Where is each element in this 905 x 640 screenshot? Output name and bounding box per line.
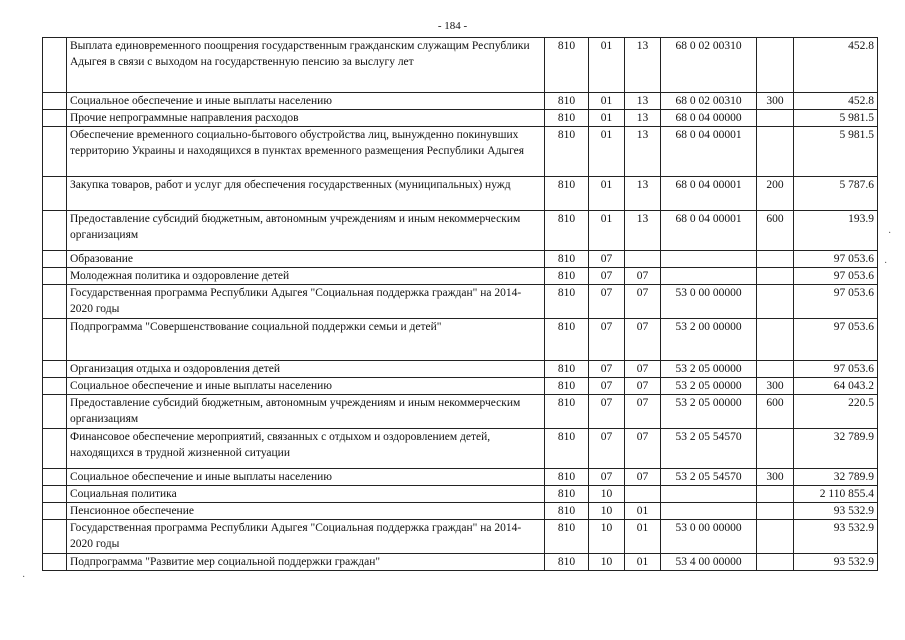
row-name-cell: Закупка товаров, работ и услуг для обеспечения государственных (муниципальных) нужд xyxy=(67,177,545,211)
table-row xyxy=(43,319,878,361)
expense-type-cell: 300 xyxy=(757,378,794,395)
target-code-cell: 68 0 04 00001 xyxy=(661,177,757,211)
expense-type-cell xyxy=(757,127,794,177)
target-code-cell: 53 2 05 54570 xyxy=(661,429,757,469)
target-code-cell: 53 2 00 00000 xyxy=(661,319,757,361)
expense-type-cell xyxy=(757,520,794,554)
table-row xyxy=(43,395,878,429)
row-name-cell: Подпрограмма "Совершенствование социальной поддержки семьи и детей" xyxy=(67,319,545,361)
amount-cell: 97 053.6 xyxy=(794,285,878,319)
section-code-cell: 07 xyxy=(589,285,625,319)
subsection-code-cell: 01 xyxy=(625,520,661,554)
section-code-cell: 01 xyxy=(589,110,625,127)
row-name-cell: Социальная политика xyxy=(67,486,545,503)
target-code-cell: 53 2 05 00000 xyxy=(661,395,757,429)
expense-type-cell xyxy=(757,38,794,93)
row-name-cell: Подпрограмма "Развитие мер социальной поддержки граждан" xyxy=(67,554,545,571)
amount-cell: 93 532.9 xyxy=(794,554,878,571)
section-code-cell: 07 xyxy=(589,429,625,469)
section-code-cell: 01 xyxy=(589,38,625,93)
section-code-cell: 07 xyxy=(589,378,625,395)
subsection-code-cell: 13 xyxy=(625,211,661,251)
subsection-code-cell: 13 xyxy=(625,110,661,127)
expense-type-cell xyxy=(757,268,794,285)
ministry-code-cell: 810 xyxy=(545,469,589,486)
blank-cell xyxy=(43,395,67,429)
expense-type-cell xyxy=(757,251,794,268)
ministry-code-cell: 810 xyxy=(545,93,589,110)
subsection-code-cell: 13 xyxy=(625,177,661,211)
table-row xyxy=(43,285,878,319)
blank-cell xyxy=(43,486,67,503)
ministry-code-cell: 810 xyxy=(545,503,589,520)
ministry-code-cell: 810 xyxy=(545,429,589,469)
amount-cell: 97 053.6 xyxy=(794,268,878,285)
table-row xyxy=(43,554,878,571)
table-row xyxy=(43,469,878,486)
section-code-cell: 07 xyxy=(589,469,625,486)
row-name-cell: Пенсионное обеспечение xyxy=(67,503,545,520)
section-code-cell: 10 xyxy=(589,486,625,503)
table-row xyxy=(43,110,878,127)
amount-cell: 193.9 xyxy=(794,211,878,251)
blank-cell xyxy=(43,520,67,554)
blank-cell xyxy=(43,211,67,251)
subsection-code-cell: 13 xyxy=(625,93,661,110)
expense-type-cell: 600 xyxy=(757,395,794,429)
subsection-code-cell xyxy=(625,486,661,503)
target-code-cell: 68 0 02 00310 xyxy=(661,93,757,110)
amount-cell: 97 053.6 xyxy=(794,319,878,361)
target-code-cell xyxy=(661,486,757,503)
subsection-code-cell: 07 xyxy=(625,285,661,319)
target-code-cell: 53 2 05 54570 xyxy=(661,469,757,486)
row-name-cell: Социальное обеспечение и иные выплаты населению xyxy=(67,93,545,110)
table-row xyxy=(43,268,878,285)
subsection-code-cell: 07 xyxy=(625,268,661,285)
section-code-cell: 07 xyxy=(589,251,625,268)
expense-type-cell: 300 xyxy=(757,469,794,486)
amount-cell: 93 532.9 xyxy=(794,520,878,554)
expense-type-cell xyxy=(757,285,794,319)
section-code-cell: 10 xyxy=(589,520,625,554)
row-name-cell: Молодежная политика и оздоровление детей xyxy=(67,268,545,285)
subsection-code-cell: 01 xyxy=(625,554,661,571)
amount-cell: 32 789.9 xyxy=(794,469,878,486)
section-code-cell: 01 xyxy=(589,211,625,251)
blank-cell xyxy=(43,429,67,469)
row-name-cell: Социальное обеспечение и иные выплаты населению xyxy=(67,469,545,486)
target-code-cell: 53 2 05 00000 xyxy=(661,378,757,395)
amount-cell: 32 789.9 xyxy=(794,429,878,469)
subsection-code-cell: 01 xyxy=(625,503,661,520)
amount-cell: 97 053.6 xyxy=(794,361,878,378)
expense-type-cell xyxy=(757,319,794,361)
ministry-code-cell: 810 xyxy=(545,361,589,378)
ministry-code-cell: 810 xyxy=(545,285,589,319)
ministry-code-cell: 810 xyxy=(545,268,589,285)
section-code-cell: 01 xyxy=(589,93,625,110)
row-name-cell: Организация отдыха и оздоровления детей xyxy=(67,361,545,378)
target-code-cell: 53 2 05 00000 xyxy=(661,361,757,378)
margin-mark: · xyxy=(884,258,888,269)
row-name-cell: Образование xyxy=(67,251,545,268)
ministry-code-cell: 810 xyxy=(545,378,589,395)
section-code-cell: 07 xyxy=(589,395,625,429)
target-code-cell xyxy=(661,251,757,268)
expense-type-cell: 600 xyxy=(757,211,794,251)
row-name-cell: Государственная программа Республики Адыгея "Социальная поддержка граждан" на 2014-2020 годы xyxy=(67,285,545,319)
blank-cell xyxy=(43,38,67,93)
ministry-code-cell: 810 xyxy=(545,395,589,429)
table-row xyxy=(43,93,878,110)
section-code-cell: 01 xyxy=(589,127,625,177)
budget-table xyxy=(42,37,878,571)
table-row xyxy=(43,177,878,211)
section-code-cell: 10 xyxy=(589,503,625,520)
ministry-code-cell: 810 xyxy=(545,251,589,268)
blank-cell xyxy=(43,469,67,486)
section-code-cell: 07 xyxy=(589,361,625,378)
amount-cell: 5 981.5 xyxy=(794,110,878,127)
ministry-code-cell: 810 xyxy=(545,110,589,127)
blank-cell xyxy=(43,285,67,319)
subsection-code-cell: 07 xyxy=(625,395,661,429)
expense-type-cell: 200 xyxy=(757,177,794,211)
blank-cell xyxy=(43,93,67,110)
subsection-code-cell: 07 xyxy=(625,378,661,395)
table-row xyxy=(43,127,878,177)
table-row xyxy=(43,361,878,378)
section-code-cell: 01 xyxy=(589,177,625,211)
expense-type-cell xyxy=(757,361,794,378)
amount-cell: 5 981.5 xyxy=(794,127,878,177)
section-code-cell: 07 xyxy=(589,268,625,285)
table-row xyxy=(43,503,878,520)
row-name-cell: Финансовое обеспечение мероприятий, связанных с отдыхом и оздоровлением детей, находящихся в трудной жизненной ситуации xyxy=(67,429,545,469)
blank-cell xyxy=(43,251,67,268)
amount-cell: 97 053.6 xyxy=(794,251,878,268)
ministry-code-cell: 810 xyxy=(545,554,589,571)
amount-cell: 452.8 xyxy=(794,93,878,110)
blank-cell xyxy=(43,378,67,395)
row-name-cell: Прочие непрограммные направления расходов xyxy=(67,110,545,127)
expense-type-cell xyxy=(757,554,794,571)
blank-cell xyxy=(43,361,67,378)
table-row xyxy=(43,378,878,395)
blank-cell xyxy=(43,319,67,361)
subsection-code-cell: 07 xyxy=(625,319,661,361)
expense-type-cell xyxy=(757,486,794,503)
row-name-cell: Государственная программа Республики Адыгея "Социальная поддержка граждан" на 2014-2020 годы xyxy=(67,520,545,554)
subsection-code-cell: 07 xyxy=(625,429,661,469)
blank-cell xyxy=(43,503,67,520)
table-row xyxy=(43,429,878,469)
blank-cell xyxy=(43,268,67,285)
table-row xyxy=(43,38,878,93)
target-code-cell: 68 0 04 00001 xyxy=(661,127,757,177)
target-code-cell: 53 4 00 00000 xyxy=(661,554,757,571)
expense-type-cell xyxy=(757,503,794,520)
expense-type-cell: 300 xyxy=(757,93,794,110)
margin-mark: · xyxy=(22,572,26,583)
target-code-cell xyxy=(661,268,757,285)
blank-cell xyxy=(43,127,67,177)
blank-cell xyxy=(43,177,67,211)
target-code-cell: 53 0 00 00000 xyxy=(661,285,757,319)
subsection-code-cell xyxy=(625,251,661,268)
target-code-cell: 68 0 04 00001 xyxy=(661,211,757,251)
ministry-code-cell: 810 xyxy=(545,486,589,503)
table-row xyxy=(43,520,878,554)
page-number: - 184 - xyxy=(437,20,468,32)
amount-cell: 2 110 855.4 xyxy=(794,486,878,503)
row-name-cell: Предоставление субсидий бюджетным, автономным учреждениям и иным некоммерческим организациям xyxy=(67,395,545,429)
target-code-cell: 68 0 02 00310 xyxy=(661,38,757,93)
subsection-code-cell: 13 xyxy=(625,38,661,93)
ministry-code-cell: 810 xyxy=(545,211,589,251)
amount-cell: 452.8 xyxy=(794,38,878,93)
target-code-cell xyxy=(661,503,757,520)
blank-cell xyxy=(43,554,67,571)
margin-mark: · xyxy=(888,228,892,239)
amount-cell: 93 532.9 xyxy=(794,503,878,520)
subsection-code-cell: 07 xyxy=(625,361,661,378)
section-code-cell: 07 xyxy=(589,319,625,361)
table-row xyxy=(43,211,878,251)
amount-cell: 5 787.6 xyxy=(794,177,878,211)
ministry-code-cell: 810 xyxy=(545,127,589,177)
row-name-cell: Предоставление субсидий бюджетным, автономным учреждениям и иным некоммерческим организациям xyxy=(67,211,545,251)
row-name-cell: Обеспечение временного социально-бытового обустройства лиц, вынужденно покинувших территорию Украины и находящихся в пунктах временного размещения Республики Адыгея xyxy=(67,127,545,177)
row-name-cell: Выплата единовременного поощрения государственным гражданским служащим Республики Адыгея в связи с выходом на государственную пенсию за выслугу лет xyxy=(67,38,545,93)
amount-cell: 220.5 xyxy=(794,395,878,429)
amount-cell: 64 043.2 xyxy=(794,378,878,395)
section-code-cell: 10 xyxy=(589,554,625,571)
target-code-cell: 53 0 00 00000 xyxy=(661,520,757,554)
expense-type-cell xyxy=(757,110,794,127)
ministry-code-cell: 810 xyxy=(545,319,589,361)
table-row xyxy=(43,251,878,268)
expense-type-cell xyxy=(757,429,794,469)
subsection-code-cell: 13 xyxy=(625,127,661,177)
ministry-code-cell: 810 xyxy=(545,520,589,554)
ministry-code-cell: 810 xyxy=(545,38,589,93)
table-row xyxy=(43,486,878,503)
subsection-code-cell: 07 xyxy=(625,469,661,486)
target-code-cell: 68 0 04 00000 xyxy=(661,110,757,127)
blank-cell xyxy=(43,110,67,127)
ministry-code-cell: 810 xyxy=(545,177,589,211)
row-name-cell: Социальное обеспечение и иные выплаты населению xyxy=(67,378,545,395)
